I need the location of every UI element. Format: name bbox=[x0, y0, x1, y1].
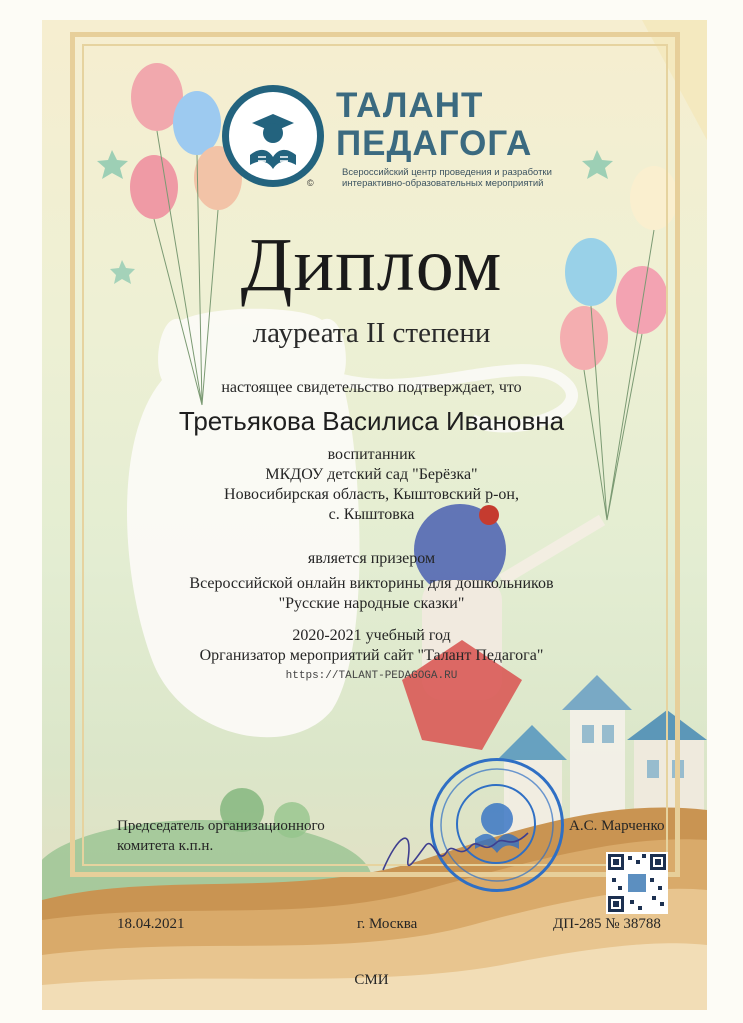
smi-label: СМИ bbox=[354, 972, 389, 988]
issue-city: г. Москва bbox=[357, 916, 418, 932]
institution-village: с. Кыштовка bbox=[328, 506, 415, 523]
document-number: ДП-285 № 38788 bbox=[553, 916, 661, 932]
event-name-line1: Всероссийской онлайн викторины для дошкольников bbox=[189, 575, 554, 592]
award-status: является призером bbox=[307, 550, 436, 567]
logo-emblem-icon bbox=[222, 85, 324, 187]
academic-year: 2020-2021 учебный год bbox=[292, 627, 451, 644]
confirmation-text: настоящее свидетельство подтверждает, что bbox=[221, 379, 522, 396]
copyright-mark: © bbox=[307, 178, 314, 188]
diploma-degree: лауреата II степени bbox=[252, 317, 491, 349]
chair-title-line2: комитета к.п.н. bbox=[117, 838, 214, 854]
brand-name-line2: ПЕДАГОГА bbox=[336, 124, 533, 163]
organizer-text: Организатор мероприятий сайт "Талант Педагога" bbox=[199, 647, 544, 664]
recipient-role: воспитанник bbox=[327, 446, 416, 463]
chair-title-line1: Председатель организационного bbox=[117, 818, 325, 834]
organizer-url: https://TALANT-PEDAGOGA.RU bbox=[285, 670, 458, 682]
signature-icon bbox=[378, 815, 538, 885]
diploma-title: Диплом bbox=[240, 223, 503, 307]
event-name-line2: "Русские народные сказки" bbox=[278, 595, 465, 612]
institution-region: Новосибирская область, Кыштовский р-он, bbox=[224, 486, 519, 503]
qr-code-icon bbox=[606, 852, 668, 914]
signer-name: А.С. Марченко bbox=[569, 818, 665, 834]
issue-date: 18.04.2021 bbox=[117, 916, 185, 932]
brand-name-line1: ТАЛАНТ bbox=[336, 86, 484, 125]
recipient-name: Третьякова Василиса Ивановна bbox=[178, 406, 565, 436]
brand-subtitle: Всероссийский центр проведения и разработки интерактивно-образовательных мероприятий bbox=[342, 167, 552, 189]
institution-name: МКДОУ детский сад "Берёзка" bbox=[265, 466, 478, 483]
